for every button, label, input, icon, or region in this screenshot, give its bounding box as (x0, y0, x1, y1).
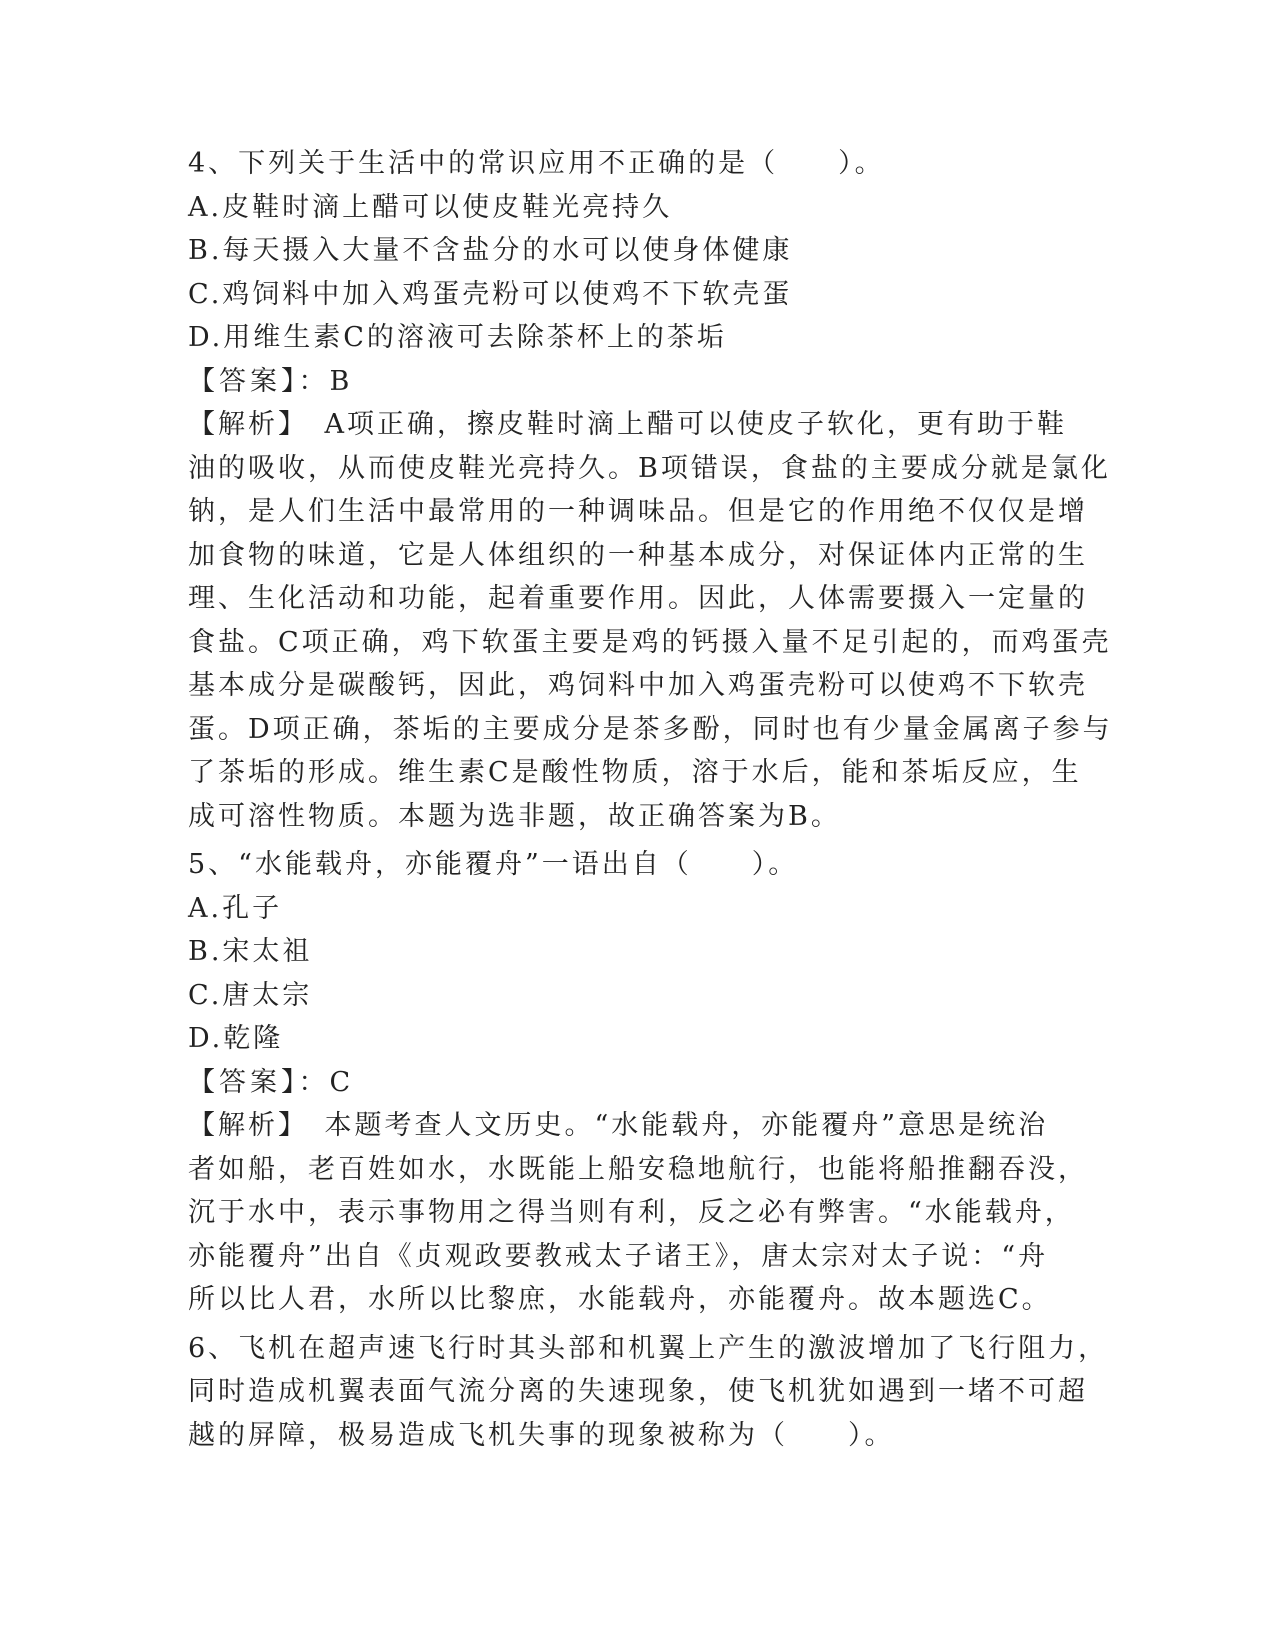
question-stem: 6、飞机在超声速飞行时其头部和机翼上产生的激波增加了飞行阻力， (188, 1332, 1109, 1364)
analysis-line: 所以比人君，水所以比黎庶，水能载舟，亦能覆舟。故本题选C。 (188, 1284, 1052, 1315)
analysis-line: 理、生化活动和功能，起着重要作用。因此，人体需要摄入一定量的 (188, 583, 1088, 614)
analysis-line: 【解析】 A项正确，擦皮鞋时滴上醋可以使皮子软化，更有助于鞋 (188, 409, 1067, 440)
option-b: B.每天摄入大量不含盐分的水可以使身体健康 (188, 235, 793, 266)
question-stem: 5、“水能载舟，亦能覆舟”一语出自（ ）。 (188, 849, 799, 880)
analysis-line: 食盐。C项正确，鸡下软蛋主要是鸡的钙摄入量不足引起的，而鸡蛋壳 (188, 626, 1112, 658)
analysis-line: 加食物的味道，它是人体组织的一种基本成分，对保证体内正常的生 (188, 539, 1088, 571)
answer-line: 【答案】：C (188, 1066, 355, 1098)
question-stem: 4、下列关于生活中的常识应用不正确的是（ ）。 (188, 148, 885, 179)
question-stem: 同时造成机翼表面气流分离的失速现象，使飞机犹如遇到一堵不可超 (188, 1376, 1088, 1407)
option-c: C.鸡饲料中加入鸡蛋壳粉可以使鸡不下软壳蛋 (188, 278, 793, 310)
question-stem: 越的屏障，极易造成飞机失事的现象被称为（ ）。 (188, 1419, 895, 1451)
analysis-line: 基本成分是碳酸钙，因此，鸡饲料中加入鸡蛋壳粉可以使鸡不下软壳 (188, 670, 1088, 701)
analysis-line: 钠，是人们生活中最常用的一种调味品。但是它的作用绝不仅仅是增 (188, 496, 1088, 527)
analysis-line: 亦能覆舟”出自《贞观政要教戒太子诸王》，唐太宗对太子说：“舟 (188, 1240, 1049, 1272)
answer-line: 【答案】：B (188, 365, 354, 397)
option-d: D.乾隆 (188, 1023, 284, 1054)
option-a: A.孔子 (188, 892, 283, 924)
option-a: A.皮鞋时滴上醋可以使皮鞋光亮持久 (188, 191, 673, 223)
analysis-line: 了茶垢的形成。维生素C是酸性物质，溶于水后，能和茶垢反应，生 (188, 757, 1082, 788)
question-5 (188, 843, 1088, 1322)
question-6 (188, 1327, 1109, 1458)
analysis-line: 成可溶性物质。本题为选非题，故正确答案为B。 (188, 800, 841, 832)
analysis-line: 沉于水中，表示事物用之得当则有利，反之必有弊害。“水能载舟， (188, 1197, 1075, 1228)
analysis-line: 【解析】 本题考查人文历史。“水能载舟，亦能覆舟”意思是统治 (188, 1110, 1049, 1141)
analysis-line: 蛋。D项正确，茶垢的主要成分是茶多酚，同时也有少量金属离子参与 (188, 713, 1113, 745)
document-page (188, 142, 1113, 1457)
option-c: C.唐太宗 (188, 979, 313, 1011)
analysis-line: 油的吸收，从而使皮鞋光亮持久。B项错误，食盐的主要成分就是氯化 (188, 452, 1111, 484)
question-4 (188, 142, 1113, 838)
analysis-line: 者如船，老百姓如水，水既能上船安稳地航行，也能将船推翻吞没， (188, 1153, 1088, 1185)
option-b: B.宋太祖 (188, 936, 313, 967)
option-d: D.用维生素C的溶液可去除茶杯上的茶垢 (188, 322, 727, 353)
